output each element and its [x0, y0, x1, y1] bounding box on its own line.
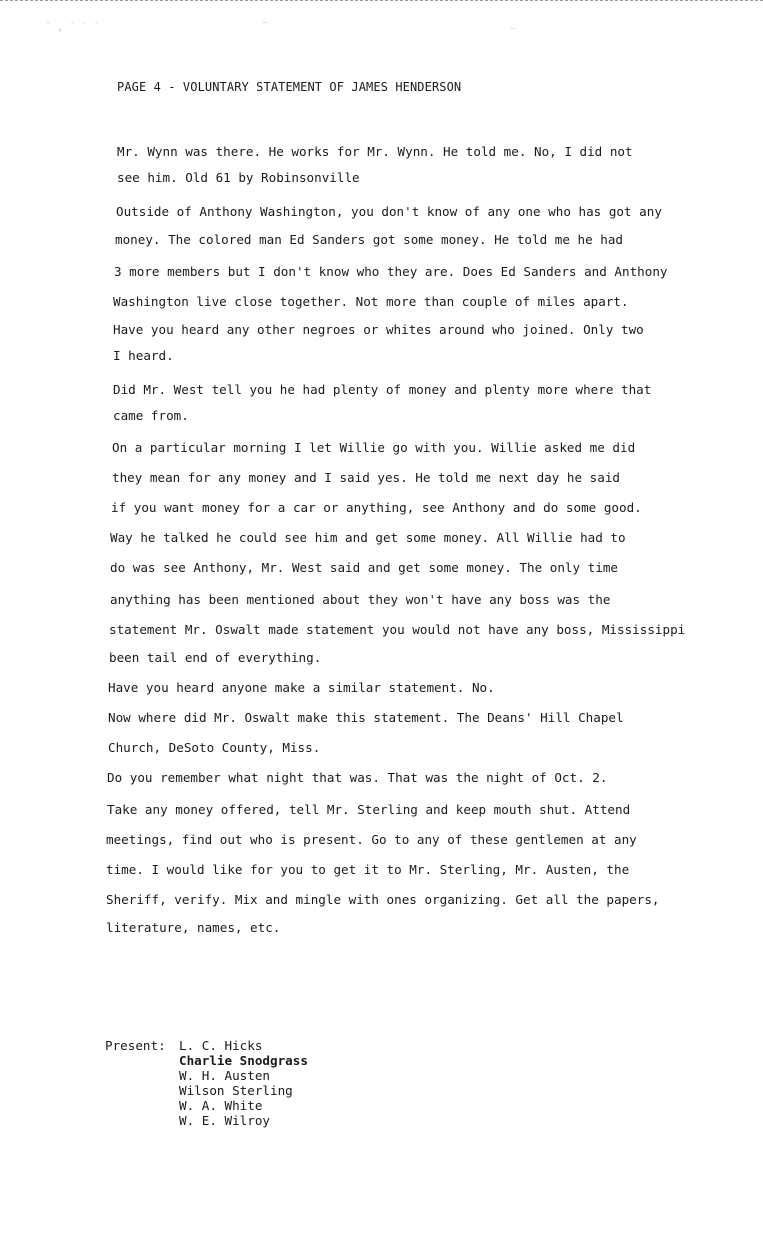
statement-line: Mr. Wynn was there. He works for Mr. Wynn. He told me. No, I did not: [117, 144, 633, 159]
statement-line: came from.: [113, 408, 189, 423]
present-name: W. A. White: [179, 1098, 263, 1113]
scan-smudge: ‾: [510, 28, 517, 39]
statement-line: they mean for any money and I said yes. He told me next day he said: [112, 470, 620, 485]
statement-line: I heard.: [113, 348, 174, 363]
present-name: W. E. Wilroy: [179, 1113, 270, 1128]
statement-line: Did Mr. West tell you he had plenty of money and plenty more where that: [113, 382, 652, 397]
present-name: L. C. Hicks: [179, 1038, 263, 1053]
scan-smudge: ˙ ‚ ˙ ˙ ˙: [45, 22, 100, 33]
page-header: PAGE 4 - VOLUNTARY STATEMENT OF JAMES HENDERSON: [117, 80, 462, 94]
statement-line: Way he talked he could see him and get some money. All Willie had to: [110, 530, 626, 545]
present-name: Charlie Snodgrass: [179, 1053, 308, 1068]
statement-line: Church, DeSoto County, Miss.: [108, 740, 321, 755]
statement-line: Have you heard anyone make a similar statement. No.: [108, 680, 495, 695]
statement-line: On a particular morning I let Willie go with you. Willie asked me did: [112, 440, 636, 455]
statement-line: 3 more members but I don't know who they are. Does Ed Sanders and Anthony: [114, 264, 668, 279]
statement-line: anything has been mentioned about they won't have any boss was the: [110, 592, 611, 607]
statement-line: money. The colored man Ed Sanders got some money. He told me he had: [115, 232, 623, 247]
statement-line: statement Mr. Oswalt made statement you would not have any boss, Mississippi: [109, 622, 686, 637]
statement-line: Take any money offered, tell Mr. Sterling and keep mouth shut. Attend: [107, 802, 631, 817]
statement-line: Do you remember what night that was. That was the night of Oct. 2.: [107, 770, 608, 785]
statement-line: if you want money for a car or anything, see Anthony and do some good.: [111, 500, 642, 515]
present-name: W. H. Austen: [179, 1068, 270, 1083]
scan-smudge: ‾: [262, 22, 269, 33]
statement-line: literature, names, etc.: [106, 920, 281, 935]
statement-line: Outside of Anthony Washington, you don't know of any one who has got any: [116, 204, 662, 219]
present-label: Present:: [105, 1038, 166, 1053]
present-name: Wilson Sterling: [179, 1083, 293, 1098]
page-top-edge: [0, 0, 763, 1]
statement-line: Now where did Mr. Oswalt make this statement. The Deans' Hill Chapel: [108, 710, 624, 725]
statement-line: time. I would like for you to get it to Mr. Sterling, Mr. Austen, the: [106, 862, 630, 877]
statement-line: Have you heard any other negroes or whites around who joined. Only two: [113, 322, 644, 337]
statement-line: see him. Old 61 by Robinsonville: [117, 170, 360, 185]
statement-line: been tail end of everything.: [109, 650, 322, 665]
statement-line: do was see Anthony, Mr. West said and get some money. The only time: [110, 560, 618, 575]
statement-line: Sheriff, verify. Mix and mingle with ones organizing. Get all the papers,: [106, 892, 660, 907]
statement-line: meetings, find out who is present. Go to any of these gentlemen at any: [106, 832, 637, 847]
statement-line: Washington live close together. Not more than couple of miles apart.: [113, 294, 629, 309]
